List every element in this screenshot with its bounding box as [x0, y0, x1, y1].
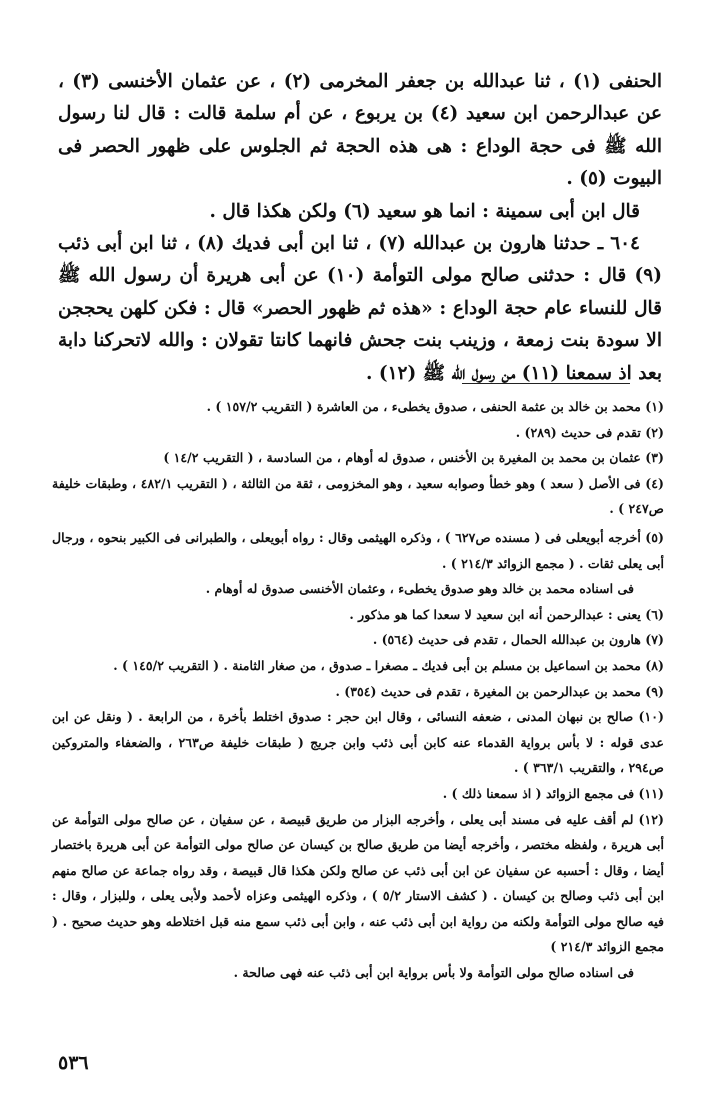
footnote-note: فى اسناده محمد بن خالد وهو صدوق يخطىء ، وعثمان الأخنسى صدوق له أوهام . — [205, 581, 634, 597]
footnote: (١١) فى مجمع الزوائد ( اذ سمعنا ذلك ) . — [442, 785, 664, 801]
footnote: (٣) عثمان بن محمد بن المغيرة بن الأخنس ، صدوق له أوهام ، من السادسة ، ( التقريب ١٤/٢ ) — [163, 450, 664, 466]
footnote: (٧) هارون بن عبدالله الحمال ، تقدم فى حديث (٥٦٤) . — [372, 632, 664, 648]
page-number: ٥٣٦ — [58, 1052, 89, 1074]
main-text — [58, 66, 662, 390]
footnote: (١٠) صالح بن نبهان المدنى ، ضعفه النسائى ، وقال ابن حجر : صدوق اختلط بأخرة ، من الرابعة . ( ونقل عن ابن عدى قوله : لا بأس برواية القدماء عنه كابن أبى ذئب وابن جريج ( طبقات خليفة ص٢٦٣ ، والضعفاء والمتروكين ص٢٩٤ ، والتقريب ٣٦٣/١ ) . — [52, 709, 664, 776]
footnote: (٩) محمد بن عبدالرحمن بن المغيرة ، تقدم فى حديث (٣٥٤) . — [335, 683, 664, 699]
hadith-604-paragraph: ٦٠٤ ـ حدثنا هارون بن عبدالله (٧) ، ثنا ابن أبى فديك (٨) ، ثنا ابن أبى ذئب (٩) قال : حدثنى صالح مولى التوأمة (١٠) عن أبى هريرة أن رسول الله ﷺ قال للنساء عام حجة الوداع : «هذه ثم ظهور الحصر» قال : فكن كلهن يحججن الا سودة بنت زمعة ، وزينب بنت جحش فانهما كانتا تقولان : والله لاتحركنا دابة بعد اذ سمعنا (١١) من رسول الله ﷺ (١٢) . — [58, 233, 662, 384]
footnote: (٢) تقدم فى حديث (٢٨٩) . — [515, 424, 664, 440]
footnote: (٥) أخرجه أبويعلى فى ( مسنده ص٦٢٧ ) ، وذكره الهيثمى وقال : رواه أبويعلى ، والطبرانى فى الكبير بنحوه ، ورجال أبى يعلى ثقات . ( مجمع الزوائد ٢١٤/٣ ) . — [52, 529, 665, 571]
footnotes — [52, 394, 664, 986]
footnote: (١) محمد بن خالد بن عثمة الحنفى ، صدوق يخطىء ، من العاشرة ( التقريب ١٥٧/٢ ) . — [206, 399, 664, 414]
footnote: (٤) فى الأصل ( سعد ) وهو خطأ وصوابه سعيد ، وهو المخزومى ، ثقة من الثالثة ، ( التقريب ٤٨٢/١ ، وطبقات خليفة ص٢٤٧ ) . — [52, 475, 664, 517]
footnote-divider — [462, 383, 630, 384]
main-paragraph: قال ابن أبى سمينة : انما هو سعيد (٦) ولكن هكذا قال . — [209, 200, 640, 222]
main-paragraph: الحنفى (١) ، ثنا عبدالله بن جعفر المخرمى (٢) ، عن عثمان الأخنسى (٣) ، عن عبدالرحمن ابن سعيد (٤) بن يربوع ، عن أم سلمة قالت : قال لنا رسول الله ﷺ فى حجة الوداع : هى هذه الحجة ثم الجلوس على ظهور الحصر فى البيوت (٥) . — [58, 71, 662, 190]
footnote: (١٢) لم أقف عليه فى مسند أبى يعلى ، وأخرجه البزار من طريق قبيصة ، عن سفيان ، عن صالح مولى التوأمة عن أبى هريرة ، ولفظه مختصر ، وأخرجه أيضا من طريق صالح بن كيسان عن صالح مولى التوأمة عن أبى هريرة باختصار أيضا ، وقال : أحسبه عن سفيان عن ابن أبى ذئب عن صالح ولكن هكذا قال قبيصة ، وقد رواه جماعة عن صالح منهم ابن أبى ذئب وصالح بن كيسان . ( كشف الاستار ٥/٢ ) ، وذكره الهيثمى وعزاه لأحمد ولأبى يعلى ، وللبزار ، وقال : فيه صالح مولى التوأمة ولكنه من رواية ابن أبى ذئب عنه ، وابن أبى ذئب سمع منه قبل اختلاطه وهو حديث صحيح . ( مجمع الزوائد ٢١٤/٣ ) — [52, 811, 665, 955]
footnote: (٦) يعنى : عبدالرحمن أنه ابن سعيد لا سعدا كما هو مذكور . — [349, 606, 664, 622]
footnote: (٨) محمد بن اسماعيل بن مسلم بن أبى فديك ـ مصغرا ـ صدوق ، من صغار الثامنة . ( التقريب ١٤٥/٢ ) . — [113, 657, 664, 673]
footnote-note: فى اسناده صالح مولى التوأمة ولا بأس برواية ابن أبى ذئب عنه فهى صالحة . — [233, 965, 634, 981]
